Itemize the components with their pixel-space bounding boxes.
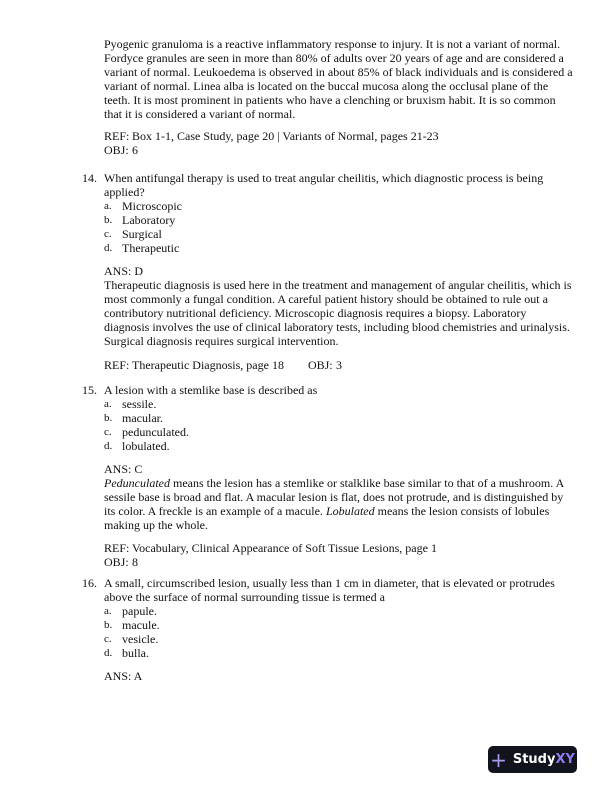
answer: ANS: C (104, 462, 143, 476)
option-letter: c. (104, 228, 112, 240)
brand-main: Study (512, 752, 556, 767)
rationale-segment: means the lesion has a stemlike or stalklike base similar to that of a mushroom. A sessile base is broad and flat. A macular lesion is flat, does not protrude, and is distinguished by its color. A freckle is an example of a macule. (104, 476, 564, 518)
question-number: 16. (82, 576, 97, 590)
option-text: macule. (122, 618, 160, 632)
reference (104, 358, 574, 372)
ref-label: REF: (104, 541, 130, 555)
option-letter: b. (104, 214, 113, 226)
rationale-segment: means the lesion consists of lobules making up the whole. (104, 504, 550, 532)
question-stem: A small, circumscribed lesion, usually less than 1 cm in diameter, that is elevated or protrudes above the surface of normal surrounding tissue is termed a (104, 576, 555, 604)
option-text: bulla. (122, 646, 149, 660)
option-letter: b. (104, 412, 113, 424)
obj-label: OBJ: (307, 358, 333, 372)
answer: ANS: D (104, 264, 144, 278)
option-text: vesicle. (122, 632, 159, 646)
obj-label: OBJ: (104, 143, 129, 157)
studyxy-badge[interactable] (488, 746, 577, 773)
reference (104, 541, 574, 569)
option-letter: c. (104, 633, 112, 645)
brand-accent: XY (555, 752, 575, 767)
option-letter: a. (104, 605, 112, 617)
option-letter: c. (104, 426, 112, 438)
option-text: lobulated. (122, 439, 170, 453)
ref-text: Box 1-1, Case Study, page 20 | Variants of Normal, pages 21-23 (132, 129, 439, 143)
option-text: Laboratory (122, 213, 176, 227)
option-c (104, 632, 574, 646)
option-a (104, 199, 574, 213)
obj-text: 6 (132, 143, 138, 157)
option-d (104, 646, 574, 660)
question-number: 14. (82, 171, 97, 185)
option-c (104, 425, 574, 439)
option-d (104, 241, 574, 255)
option-letter: a. (104, 200, 112, 212)
option-letter: a. (104, 398, 112, 410)
rationale-text: Therapeutic diagnosis is used here in the treatment and management of angular cheilitis, which is most commonly a fungal condition. A careful patient history should be obtained to rule out a contributory nutritional deficiency. Microscopic diagnosis requires a biopsy. Laboratory diagnosis involves the use of clinical laboratory tests, including blood chemistries and urinalysis. Surgical diagnosis requires surgical intervention. (104, 278, 572, 348)
question-stem: A lesion with a stemlike base is described as (104, 383, 318, 397)
option-d (104, 439, 574, 453)
ref-text: Therapeutic Diagnosis, page 18 (132, 358, 284, 372)
option-letter: d. (104, 647, 113, 659)
obj-label: OBJ: (104, 555, 129, 569)
option-text: Therapeutic (122, 241, 180, 255)
option-text: macular. (122, 411, 163, 425)
intro-reference (104, 129, 574, 157)
question-number: 15. (82, 383, 97, 397)
option-a (104, 397, 574, 411)
term-italic: Pedunculated (104, 476, 170, 490)
option-letter: b. (104, 619, 113, 631)
option-text: pedunculated. (122, 425, 189, 439)
option-b (104, 213, 574, 227)
rationale-text: Pyogenic granuloma is a reactive inflammatory response to injury. It is not a variant of normal. Fordyce granules are seen in more than 80% of adults over 20 years of age and are considered a variant of normal. Leukoedema is observed in about 85% of black individuals and is considered a variant of normal. Linea alba is located on the buccal mucosa along the occlusal plane of the teeth. It is most prominent in patients who have a clenching or bruxism habit. It is so common that it is considered a variant of normal. (104, 37, 573, 121)
option-text: Microscopic (122, 199, 182, 213)
option-b (104, 411, 574, 425)
obj-text: 8 (132, 555, 138, 569)
ref-label: REF: (104, 358, 130, 372)
question-16 (82, 576, 574, 683)
option-text: Surgical (122, 227, 162, 241)
answer: ANS: A (104, 669, 143, 683)
plus-icon: + (490, 747, 507, 772)
question-15 (82, 383, 574, 569)
option-text: sessile. (122, 397, 157, 411)
option-letter: d. (104, 242, 113, 254)
option-c (104, 227, 574, 241)
option-a (104, 604, 574, 618)
intro-rationale (104, 37, 574, 121)
option-b (104, 618, 574, 632)
term-italic: Lobulated (325, 504, 375, 518)
ref-text: Vocabulary, Clinical Appearance of Soft Tissue Lesions, page 1 (132, 541, 437, 555)
question-stem: When antifungal therapy is used to treat angular cheilitis, which diagnostic process is being applied? (104, 171, 544, 199)
rationale-text (104, 476, 574, 532)
option-text: papule. (122, 604, 157, 618)
option-letter: d. (104, 440, 113, 452)
obj-text: 3 (335, 358, 342, 372)
ref-label: REF: (104, 129, 130, 143)
question-14 (82, 171, 574, 372)
